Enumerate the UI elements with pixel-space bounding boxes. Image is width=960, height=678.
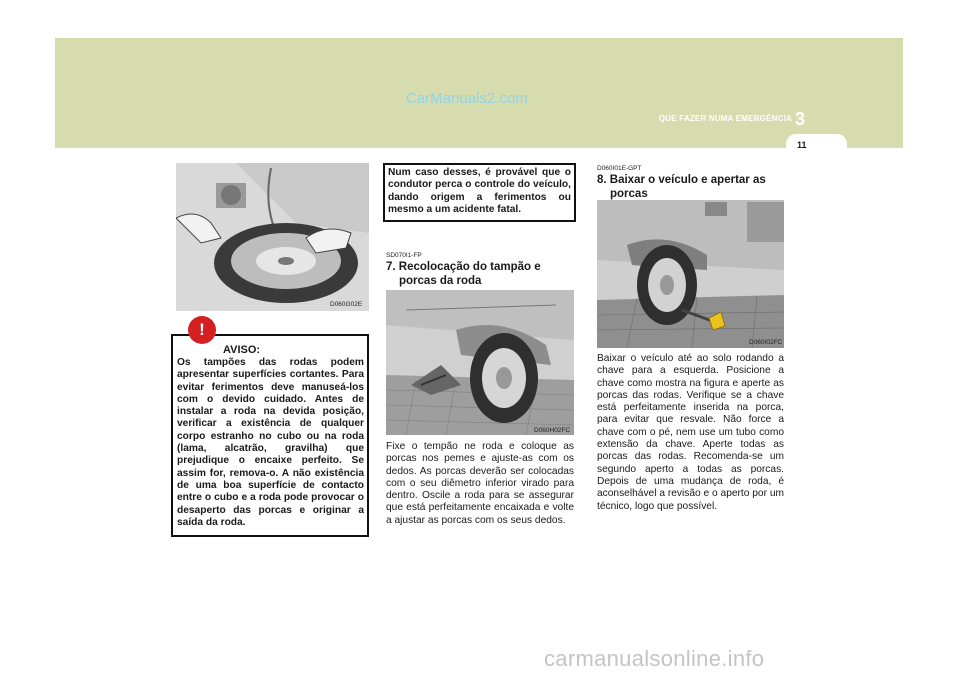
step-title-8-line1: 8. Baixar o veículo e apertar as <box>597 174 766 186</box>
figure-wheel-cap <box>176 163 369 311</box>
figure-code-left: D060G02E <box>330 301 363 308</box>
figure-code-middle: D060H02FC <box>534 427 571 434</box>
warning-title: AVISO: <box>223 344 261 356</box>
step-code-8: D060I01E-GPT <box>597 165 642 172</box>
step-title-8 <box>597 173 766 201</box>
chapter-number: 3 <box>795 109 806 129</box>
page-tab <box>786 134 847 158</box>
wheel-mount-illustration <box>386 290 574 435</box>
step-title-7-line1: 7. Recolocação do tampão e <box>386 261 541 273</box>
warning-box <box>171 334 369 537</box>
warning-text: Os tampões das rodas podem apresentar superfícies cortantes. Para evitar ferimentos deve manuseá-los com o devido cuidado. Antes de instalar a roda na devida posição, verificar a existência de qualquer corpo estranho no cubo ou na roda (lama, alcatrão, gravilha) que prejudique o encaixe perfeito. Se assim for, remova-o. A não existência de uma boa superfície de contacto entre o cubo e a roda pode provocar o desaperto das porcas e originar a saída da roda. <box>177 357 364 528</box>
page-number: 11 <box>797 140 807 150</box>
warning-icon: ! <box>188 316 216 344</box>
step-title-8-line2: porcas <box>610 188 648 200</box>
step-8-body: Baixar o veículo até ao solo rodando a chave para a esquerda. Posicione a chave como mostra na figura e aperte as porcas das rodas. Verifique se a chave está perfeitamente inserida na porca, para evitar que resvale. Não force a chave com o pé, nem use um tubo como extensão da chave. Aperte todas as porcas das rodas. Recomenda-se um segundo aperto a todas as porcas. Depois de uma mudança de roda, é aconselhável a revisão e o aperto por um técnico, logo que possível. <box>597 353 784 512</box>
step-code-7: SD070I1-FP <box>386 252 422 259</box>
figure-code-right: D060I02FC <box>749 339 783 346</box>
notice-box: Num caso desses, é provável que o condutor perca o controle do veículo, dando origem a ferimentos ou mesmo a um acidente fatal. <box>383 163 576 222</box>
step-title-7-line2: porcas da roda <box>399 275 482 287</box>
figure-lower-vehicle <box>597 200 784 348</box>
figure-wheel-mount <box>386 290 574 435</box>
step-title-7 <box>386 260 541 288</box>
lower-vehicle-illustration <box>597 200 784 348</box>
wheel-cap-illustration <box>176 163 369 311</box>
step-7-body: Fixe o tempão ne roda e coloque as porcas nos pemes e ajuste-as com os dedos. As porcas deverão ser colocadas com o seu diêmetro inferior virado para dentro. Oscile a roda para se assegurar que está perfeitamente encaixada e volte a ajustar as porcas com os seus dedos. <box>386 441 574 526</box>
watermark-top[interactable]: CarManuals2.com <box>406 90 528 107</box>
watermark-bottom[interactable]: carmanualsonline.info <box>544 646 765 671</box>
section-title: QUE FAZER NUMA EMERGÊNCIA <box>658 114 792 123</box>
